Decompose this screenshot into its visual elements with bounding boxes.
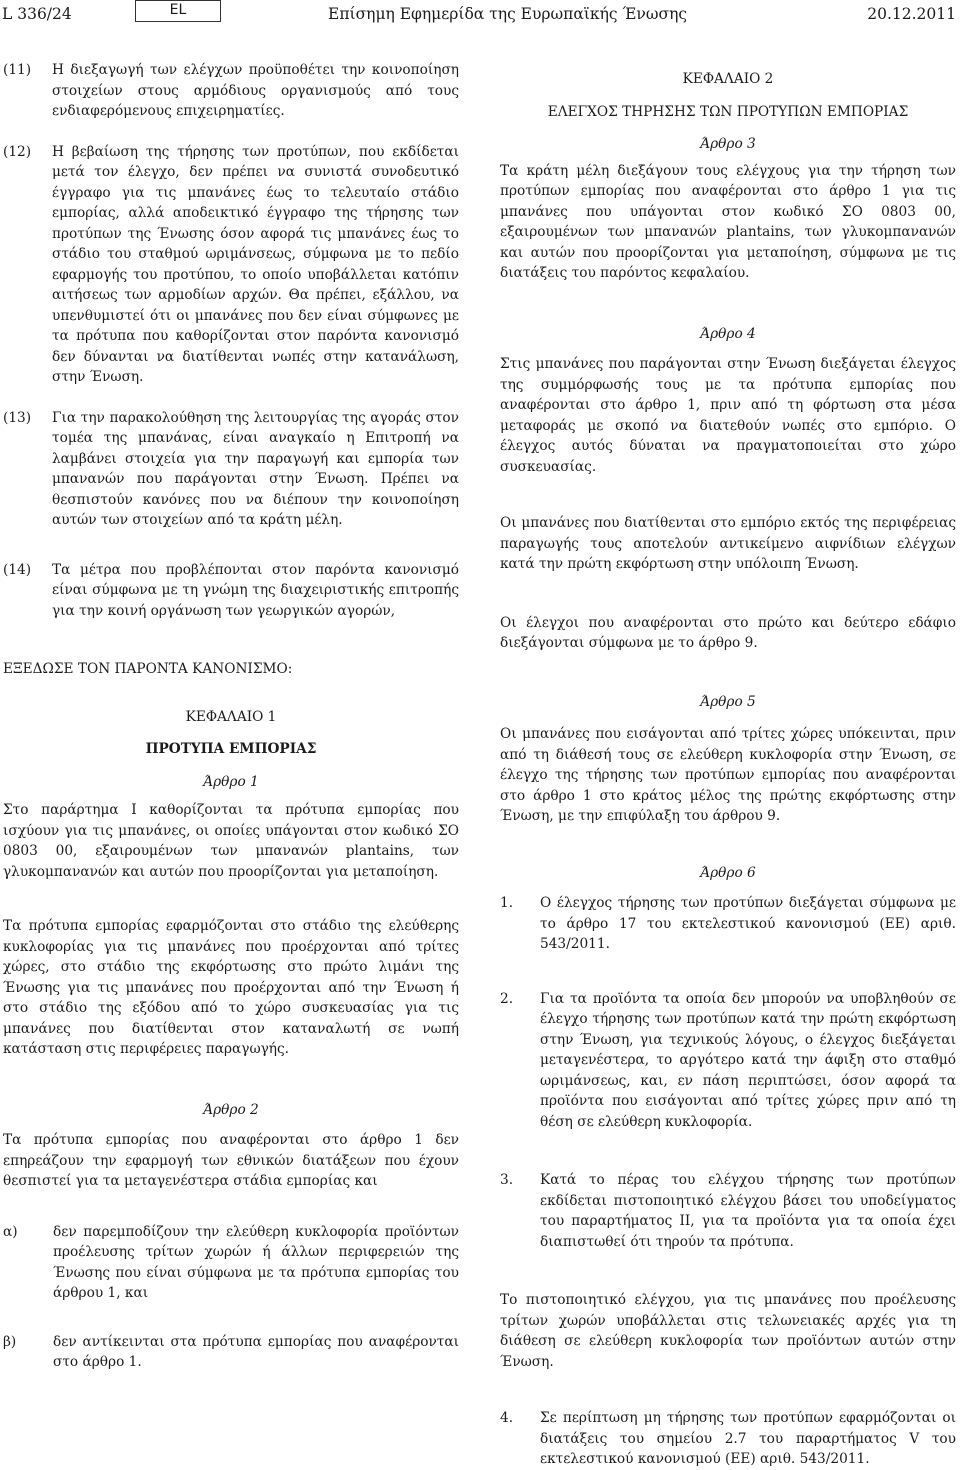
language-code-box: EL	[135, 0, 221, 22]
recital-11	[3, 60, 459, 122]
article-1-paragraph-2: Τα πρότυπα εμπορίας εφαρμόζονται στο στάδιο της ελεύθερης κυκλοφορίας για τις μπανάνες που προέρχονται από τρίτες χώρες, στο στάδιο της εκφόρτωσης στο πρώτο λιμάνι της Ένωσης για τις μπανάνες που προέρχονται από την Ένωση ή στο στάδιο της εξόδου από το χώρο συσκευασίας για τις μπανάνες που διατίθενται στον καταναλωτή σε νωπή κατάσταση στις περιφέρειες παραγωγής.	[3, 918, 459, 1057]
page-header	[0, 0, 960, 36]
right-column	[500, 60, 956, 1470]
recital-13	[3, 408, 459, 531]
article-4-paragraph-1: Στις μπανάνες που παράγονται στην Ένωση διεξάγεται έλεγχος της συμμόρφωσής τους με τα πρότυπα εμπορίας που αναφέρονται στο άρθρο 1, πριν από τη φόρτωση στα μέσα μεταφοράς με σκοπό να διατεθούν νωπές στο εμπόριο. Ο έλεγχος αυτός δύναται να πραγματοποιείται στο χώρο συσκευασίας.	[500, 356, 956, 475]
recital-text: Η διεξαγωγή των ελέγχων προϋποθέτει την κοινοποίηση στοιχείων στους αρμόδιους οργανισμούς από τους ενδιαφερόμενους επιχειρηματίες.	[52, 62, 459, 119]
recital-number: (14)	[3, 561, 32, 578]
point-text: Κατά το πέρας του ελέγχου τήρησης των προτύπων εκδίδεται πιστοποιητικό ελέγχου βάσει του υποδείγματος του παραρτήματος II, για τα προϊόντα για τα οποία έχει διαπιστωθεί ότι τηρούν τα πρότυπα.	[540, 1172, 956, 1250]
article-2-item-b	[3, 1332, 459, 1373]
article-6-point-3-subparagraph: Το πιστοποιητικό ελέγχου, για τις μπανάνες που προέλευσης τρίτων χωρών υποβάλλεται στις τελωνειακές αρχές για τη διάθεση σε ελεύθερη κυκλοφορία των προϊόντων αυτών στην Ένωση.	[500, 1292, 956, 1370]
item-text: δεν αντίκεινται στα πρότυπα εμπορίας που αναφέρονται στο άρθρο 1.	[53, 1333, 459, 1370]
article-2-item-a	[3, 1222, 459, 1304]
item-label: β)	[3, 1333, 17, 1350]
point-text: Ο έλεγχος τήρησης των προτύπων διεξάγεται σύμφωνα με το άρθρο 17 του εκτελεστικού κανονισμού (ΕΕ) αριθ. 543/2011.	[540, 895, 956, 952]
enacting-formula: ΕΞΕΔΩΣΕ ΤΟΝ ΠΑΡΟΝΤΑ ΚΑΝΟΝΙΣΜΟ:	[3, 661, 293, 677]
recital-text: Η βεβαίωση της τήρησης των προτύπων, που εκδίδεται μετά τον έλεγχο, δεν πρέπει να συνιστά συνοδευτικό έγγραφο για τις μπανάνες έως το τελευταίο στάδιο εμπορίας, αλλά αποδεικτικό έγγραφο της τήρησης των προτύπων της Ένωσης όσον αφορά τις μπανάνες έως το στάδιο του σταθμού ωριμάνσεως, σύμφωνα με το πεδίο εφαρμογής του προτύπου, το οποίο υποβάλλεται κατόπιν αιτήσεως των αρμοδίων αρχών. Θα πρέπει, εξάλλου, να υπενθυμιστεί ότι οι μπανάνες που δεν είναι σύμφωνες με τα πρότυπα που καθορίζονται στον παρόντα κανονισμό δεν δύνανται να διατίθενται νωπές στην κατανάλωση, στην Ένωση.	[52, 143, 459, 385]
point-number: 3.	[500, 1172, 514, 1188]
point-number: 1.	[500, 895, 514, 911]
item-label: α)	[3, 1223, 18, 1240]
article-5-paragraph-1: Οι μπανάνες που εισάγονται από τρίτες χώρες υπόκεινται, πριν από τη διάθεσή τους σε ελεύθερη κυκλοφορία στην Ένωση, σε έλεγχο της τήρησης των προτύπων εμπορίας που αναφέρονται στο άρθρο 1 στο κράτος μέλος της πρώτης εκφόρτωσης στην Ένωση, με την επιφύλαξη του άρθρου 9.	[500, 726, 956, 824]
left-column	[3, 60, 459, 1373]
chapter-1-title: ΠΡΟΤΥΠΑ ΕΜΠΟΡΙΑΣ	[145, 741, 317, 757]
article-3-paragraph-1: Τα κράτη μέλη διεξάγουν τους ελέγχους για την τήρηση των προτύπων εμπορίας που αναφέρονται στο άρθρο 1 για τις μπανάνες που υπάγονται στον κωδικό ΣΟ 0803 00, εξαιρουμένων των μπανανών plantains, των γλυκομπανανών και αυτών που προορίζονται για μεταποίηση, σύμφωνα με τις διατάξεις του παρόντος κεφαλαίου.	[500, 162, 956, 281]
article-4-paragraph-2: Οι μπανάνες που διατίθενται στο εμπόριο εκτός της περιφέρειας παραγωγής τους αποτελούν αντικείμενο αιφνίδιων ελέγχων κατά την πρώτη εκφόρτωση στην υπόλοιπη Ένωση.	[500, 515, 956, 572]
point-text: Για τα προϊόντα τα οποία δεν μπορούν να υποβληθούν σε έλεγχο τήρησης των προτύπων κατά την πρώτη εκφόρτωση στην Ένωση, για τεχνικούς λόγους, ο έλεγχος διεξάγεται μεταγενέστερα, το αργότερο κατά την άφιξη στο σταθμό ωριμάνσεως, και, εν πάση περιπτώσει, όσον αφορά τα προϊόντα που εισάγονται από τρίτες χώρες πριν από τη θέση σε ελεύθερη κυκλοφορία.	[540, 990, 956, 1130]
point-number: 2.	[500, 990, 514, 1007]
recital-12	[3, 142, 459, 388]
publication-date: 20.12.2011	[867, 5, 956, 23]
point-text: Σε περίπτωση μη τήρησης των προτύπων εφαρμόζονται οι διατάξεις του σημείου 2.7 του παραρτήματος V του εκτελεστικού κανονισμού (ΕΕ) αριθ. 543/2011.	[540, 1410, 956, 1467]
page-reference: L 336/24	[2, 5, 72, 23]
article-4-paragraph-3: Οι έλεγχοι που αναφέρονται στο πρώτο και δεύτερο εδάφιο διεξάγονται σύμφωνα με το άρθρο 9.	[500, 614, 956, 651]
recital-text: Τα μέτρα που προβλέπονται στον παρόντα κανονισμό είναι σύμφωνα με τη γνώμη της διαχειριστικής επιτροπής για την κοινή οργάνωση των γεωργικών αγορών,	[52, 561, 459, 619]
chapter-2-number: ΚΕΦΑΛΑΙΟ 2	[682, 71, 774, 87]
recital-text: Για την παρακολούθηση της λειτουργίας της αγοράς στον τομέα της μπανάνας, είναι αναγκαίο η Επιτροπή να λαμβάνει στοιχεία για την παραγωγή και εμπορία των μπανανών που παράγονται στην Ένωση. Πρέπει να θεσπιστούν κανόνες που να διέπουν την κοινοποίηση αυτών των στοιχείων από τα κράτη μέλη.	[52, 409, 459, 528]
point-number: 4.	[500, 1410, 514, 1426]
article-6-point-2	[500, 989, 956, 1133]
article-6-heading: Άρθρο 6	[700, 864, 756, 881]
article-1-paragraph-1: Στο παράρτημα I καθορίζονται τα πρότυπα εμπορίας που ισχύουν για τις μπανάνες, οι οποίες υπάγονται στον κωδικό ΣΟ 0803 00, εξαιρουμένων των μπανανών plantains, των γλυκομπανανών και αυτών που προορίζονται για μεταποίηση.	[3, 802, 459, 880]
recital-number: (13)	[3, 409, 32, 426]
article-4-heading: Άρθρο 4	[700, 325, 756, 342]
article-3-heading: Άρθρο 3	[700, 136, 756, 152]
journal-title: Επίσημη Εφημερίδα της Ευρωπαϊκής Ένωσης	[328, 5, 688, 23]
article-1-heading: Άρθρο 1	[203, 773, 259, 790]
chapter-2-title: ΕΛΕΓΧΟΣ ΤΗΡΗΣΗΣ ΤΩΝ ΠΡΟΤΥΠΩΝ ΕΜΠΟΡΙΑΣ	[547, 103, 909, 120]
article-5-heading: Άρθρο 5	[700, 693, 756, 710]
article-2-paragraph-1: Τα πρότυπα εμπορίας που αναφέρονται στο άρθρο 1 δεν επηρεάζουν την εφαρμογή των εθνικών διατάξεων που έχουν θεσπιστεί για τα μεταγενέστερα στάδια εμπορίας και	[3, 1132, 459, 1189]
chapter-1-number: ΚΕΦΑΛΑΙΟ 1	[185, 708, 277, 725]
article-6-point-1	[500, 893, 956, 955]
article-2-heading: Άρθρο 2	[203, 1101, 259, 1118]
recital-number: (12)	[3, 143, 32, 160]
item-text: δεν παρεμποδίζουν την ελεύθερη κυκλοφορία προϊόντων προέλευσης τρίτων χωρών ή άλλων περιφερειών της Ένωσης που είναι σύμφωνα με τα πρότυπα εμπορίας του άρθρου 1, και	[53, 1223, 459, 1301]
article-6-point-3	[500, 1170, 956, 1252]
recital-14	[3, 560, 459, 622]
recital-number: (11)	[3, 62, 32, 78]
article-6-point-4	[500, 1408, 956, 1470]
